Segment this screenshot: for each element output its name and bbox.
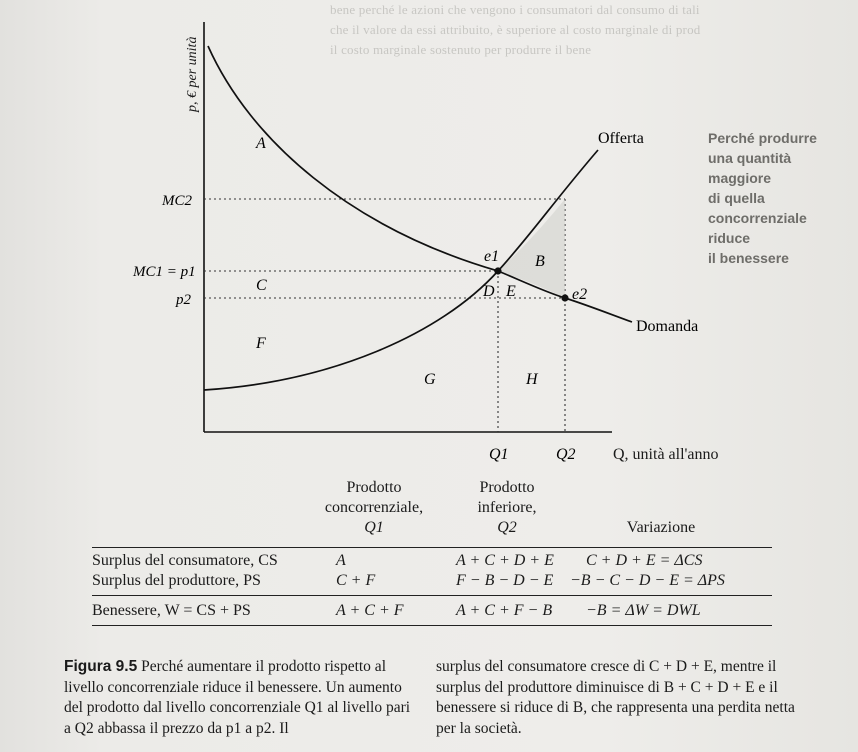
x-axis-label: Q, unità all'anno xyxy=(613,446,719,463)
cell-ps-q1: C + F xyxy=(336,572,376,589)
point-e2 xyxy=(561,294,568,301)
cell-cs-q1: A xyxy=(336,552,346,569)
area-a-label: A xyxy=(256,135,266,152)
area-g-label: G xyxy=(424,371,436,388)
cell-ps-q2: F − B − D − E xyxy=(456,572,554,589)
cell-ps-change: −B − C − D − E = ΔPS xyxy=(570,572,725,589)
cell-cs-change: C + D + E = ΔCS xyxy=(586,552,703,569)
point-e1 xyxy=(494,267,501,274)
cell-w-q2: A + C + F − B xyxy=(456,602,553,619)
table-row-welfare: Benessere, W = CS + PS xyxy=(92,602,251,619)
table-rule-top xyxy=(92,547,772,548)
mc2-label: MC2 xyxy=(162,193,192,209)
cell-cs-q2: A + C + D + E xyxy=(456,552,554,569)
y-axis-label: p, € per unità xyxy=(185,36,200,112)
demand-label: Domanda xyxy=(636,318,699,335)
table-rule-mid xyxy=(92,595,772,596)
col-head-change: Variazione xyxy=(626,519,696,536)
mc1-p1-label: MC1 = p1 xyxy=(133,264,196,280)
cell-w-change: −B = ΔW = DWL xyxy=(586,602,701,619)
area-c-label: C xyxy=(256,277,267,294)
table-rule-bottom xyxy=(92,625,772,626)
figure-label: Figura 9.5 xyxy=(64,658,138,675)
col-head-competitive: Prodotto concorrenziale, Q1 xyxy=(324,479,424,536)
table-row-cs: Surplus del consumatore, CS xyxy=(92,552,278,569)
area-h-label: H xyxy=(526,371,538,388)
area-f-label: F xyxy=(256,335,266,352)
q1-label: Q1 xyxy=(489,446,509,463)
top-text: bene perché le azioni che vengono i consumatori dal consumo di tali che il valore da essi attribuito, è superiore al costo marginale di prod il costo marginale sostenuto per produrre il bene xyxy=(330,2,701,57)
figure-caption-left: Figura 9.5 Perché aumentare il prodotto rispetto al livello concorrenziale riduce il benessere. Un aumento del prodotto dal livello concorrenziale Q1 al livello pari a Q2 abbassa il prezzo da p1 a p2. Il xyxy=(64,658,411,737)
e2-label: e2 xyxy=(572,286,588,303)
e1-label: e1 xyxy=(484,248,500,265)
p2-label: p2 xyxy=(176,292,191,308)
table-row-ps: Surplus del produttore, PS xyxy=(92,572,261,589)
area-d-label: D xyxy=(483,283,495,300)
figure-caption-right: surplus del consumatore cresce di C + D + E, mentre il surplus del produttore diminuisce di B + C + D + E e il benessere si riduce di B, che rappresenta una perdita netta per la società. xyxy=(436,658,795,737)
cell-w-q1: A + C + F xyxy=(336,602,404,619)
q2-label: Q2 xyxy=(556,446,576,463)
margin-note: Perché produrre una quantità maggiore di quella concorrenziale riduce il benessere xyxy=(708,130,817,266)
col-head-lower: Prodotto inferiore, Q2 xyxy=(477,479,537,536)
area-e-label: E xyxy=(506,283,516,300)
supply-label: Offerta xyxy=(598,130,644,147)
demand-curve xyxy=(208,46,632,322)
area-b-label: B xyxy=(535,253,545,270)
